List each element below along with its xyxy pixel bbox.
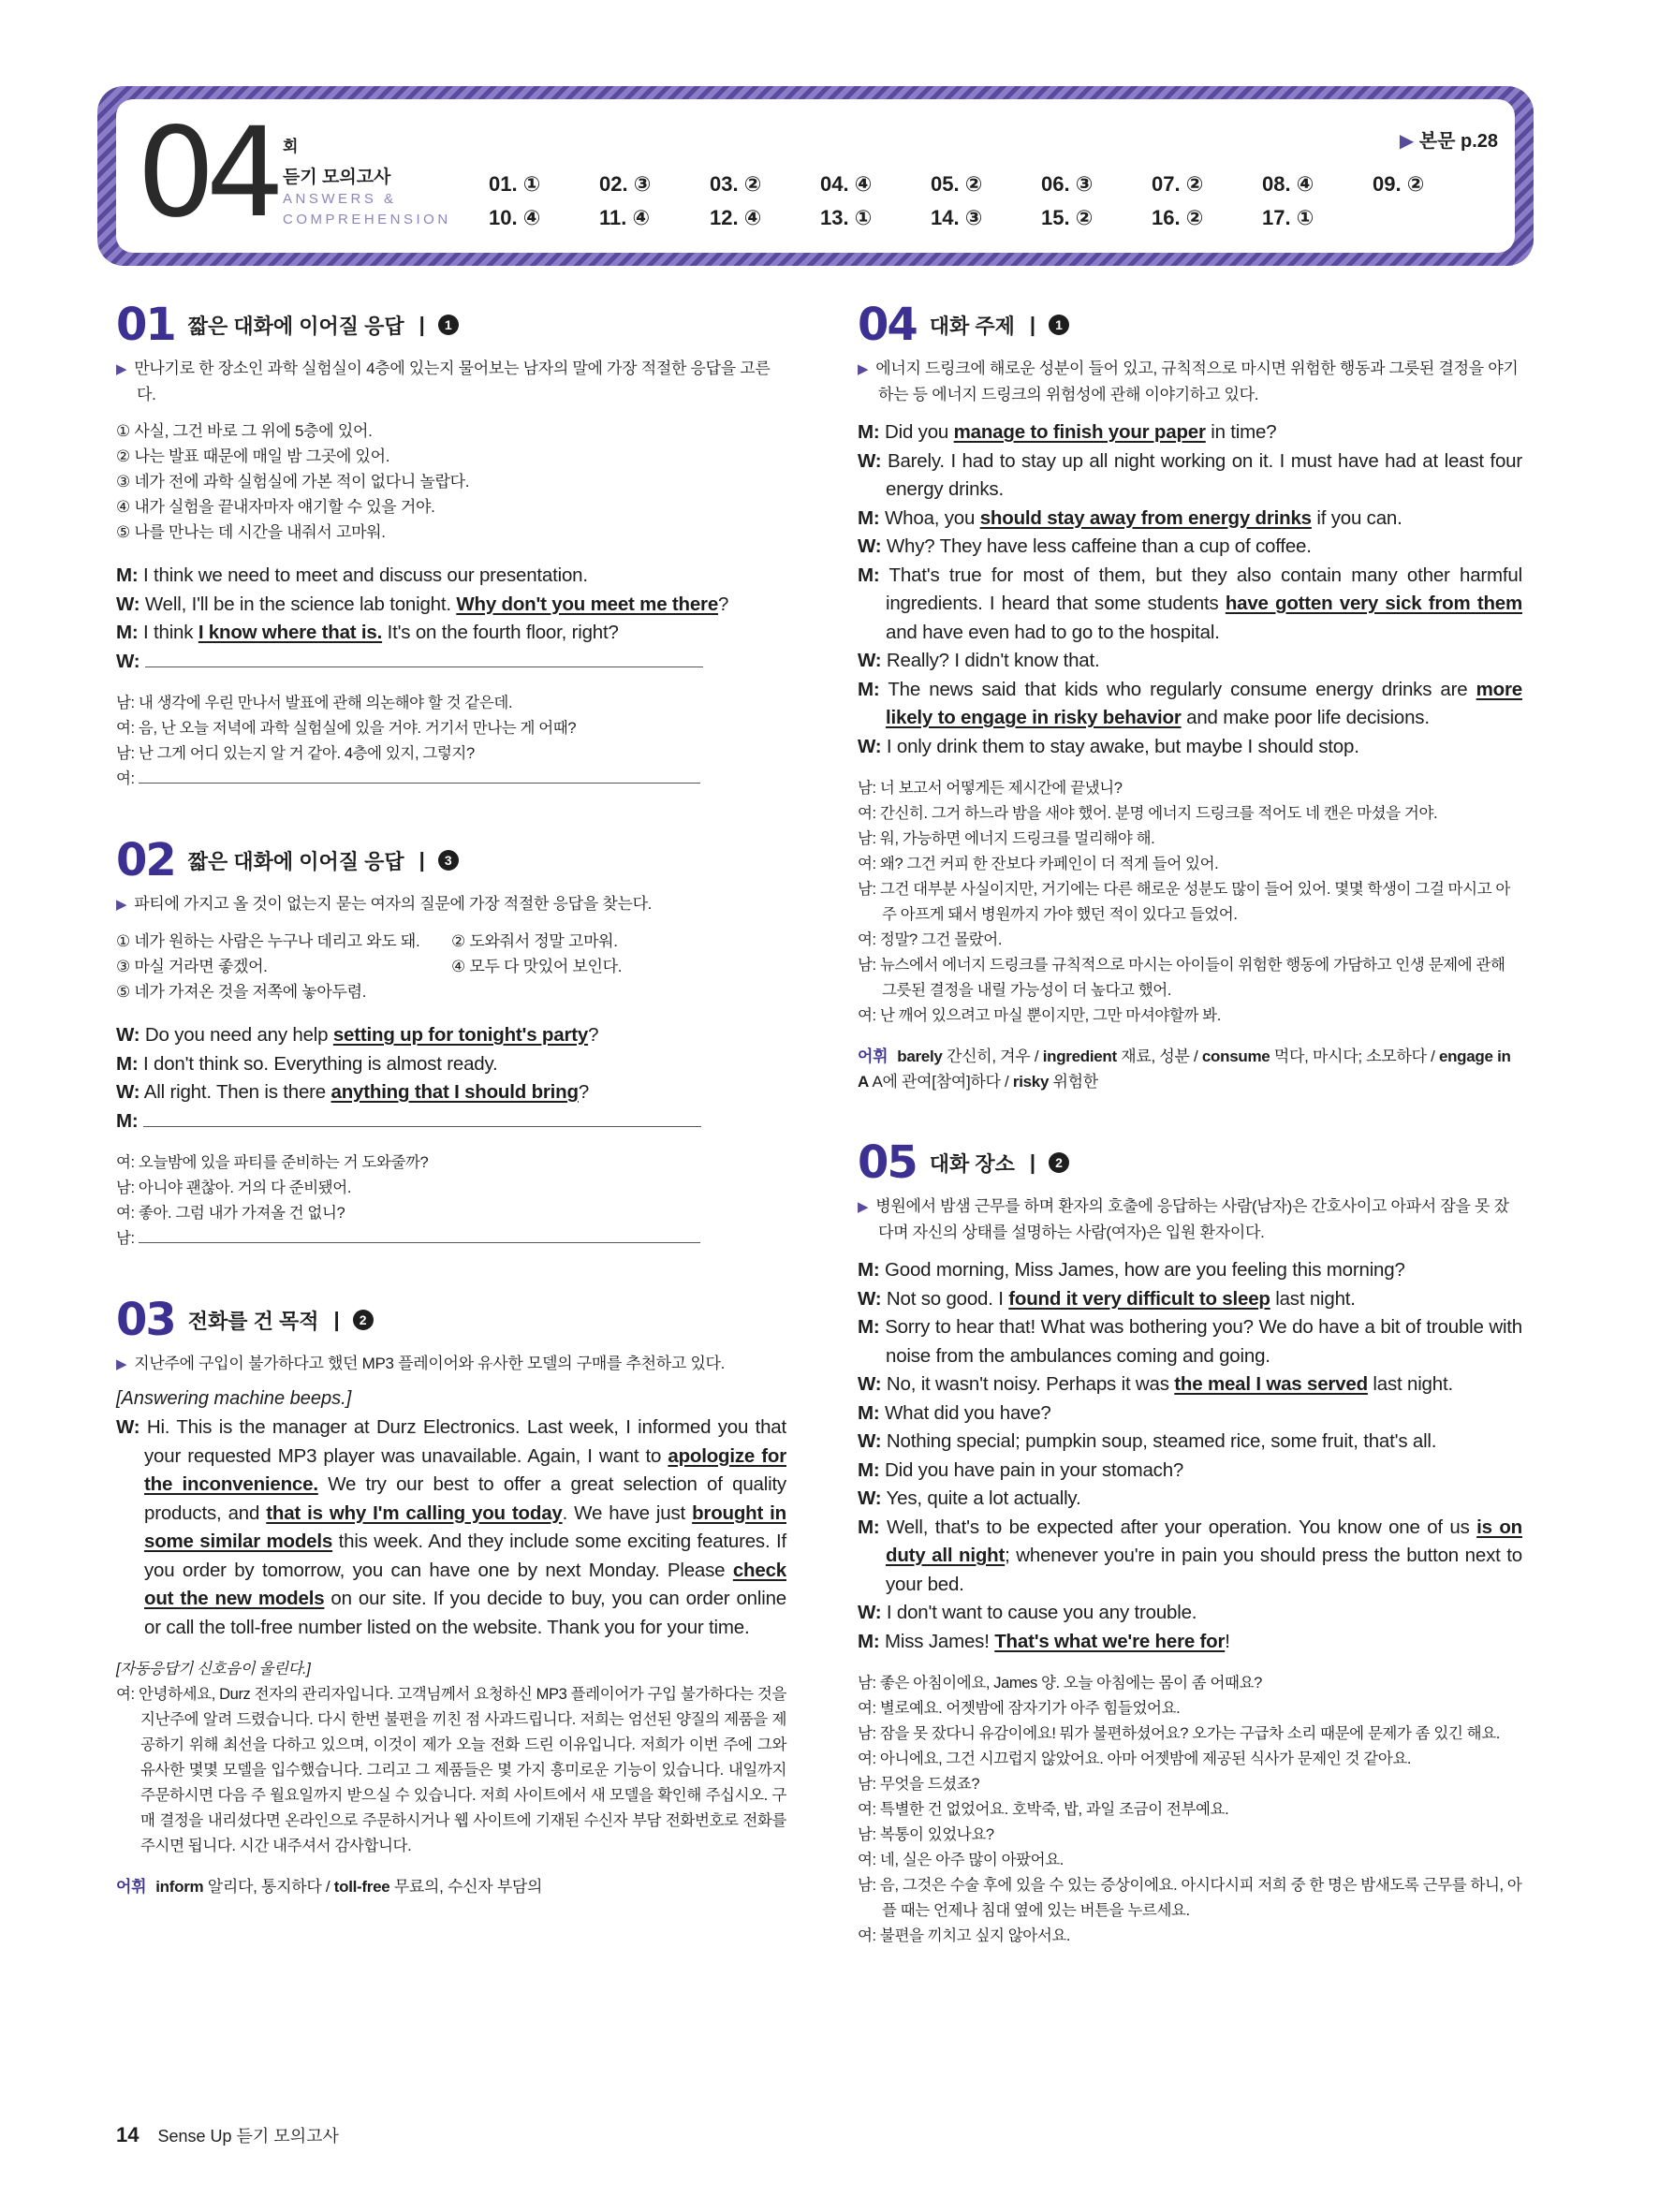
answer-13: 13. ① [820, 206, 873, 229]
dialogue-line [858, 1514, 1522, 1600]
vocab-word: ingredient [1042, 1047, 1117, 1065]
test-number-suffix: 회 [283, 138, 299, 155]
vocab-meaning: 무료의, 수신자 부담의 [389, 1878, 543, 1896]
dialogue-line [858, 676, 1522, 733]
vocab-word: toll-free [333, 1878, 390, 1896]
answer-02: 02. ③ [599, 172, 652, 196]
answer-badge: 1 [1049, 315, 1069, 335]
choice: ④ 모두 다 맛있어 보인다. [451, 958, 623, 975]
line-text: Miss James! [885, 1630, 995, 1652]
speaker: M: [116, 1109, 139, 1132]
line-text: and have even had to go to the hospital. [886, 621, 1220, 643]
translation-line: 여: 음, 난 오늘 저녁에 과학 실험실에 있을 거야. 거기서 만나는 게 어때? [116, 720, 577, 737]
line-text: Good morning, Miss James, how are you feeling this morning? [885, 1259, 1405, 1281]
key-phrase: have gotten very sick from them [1225, 593, 1522, 614]
triangle-icon: ▶ [116, 361, 127, 377]
choices [116, 418, 786, 545]
answer-badge: 3 [438, 850, 459, 871]
speaker: M: [116, 622, 139, 643]
answer-14: 14. ③ [931, 206, 983, 229]
speaker: M: [116, 1052, 139, 1075]
separator: | [418, 848, 425, 872]
separator: | [1029, 313, 1036, 336]
question-title: 짧은 대화에 이어질 응답 [187, 314, 404, 338]
line-text: Well, I'll be in the science lab tonight. [144, 593, 457, 615]
line-text: I only drink them to stay awake, but maybe I should stop. [886, 735, 1359, 757]
line-text: Did you have pain in your stomach? [885, 1458, 1184, 1481]
line-text: and make poor life decisions. [1181, 707, 1430, 728]
choice: ② 나는 발표 때문에 매일 밤 그곳에 있어. [116, 447, 390, 465]
speaker: M: [858, 1458, 880, 1481]
key-phrase: should stay away from energy drinks [979, 506, 1312, 529]
question-02 [116, 835, 786, 1252]
question-number: 02 [116, 834, 175, 886]
translation-line: 남: 잠을 못 잤다니 유감이에요! 뭐가 불편하셨어요? 오가는 구급차 소리 때문에 문제가 좀 있긴 해요. [858, 1725, 1500, 1742]
translation-line: 여: 별로예요. 어젯밤에 잠자기가 아주 힘들었어요. [858, 1700, 1181, 1717]
question-number: 03 [116, 1294, 175, 1346]
dialogue-line [116, 619, 786, 648]
summary-text: 에너지 드링크에 해로운 성분이 들어 있고, 규칙적으로 마시면 위험한 행동과 그릇된 결정을 야기하는 등 에너지 드링크의 위험성에 관해 이야기하고 있다. [875, 359, 1519, 403]
answer-07: 07. ② [1152, 172, 1204, 196]
line-text: No, it wasn't noisy. Perhaps it was [886, 1373, 1175, 1395]
dialogue-line [858, 1628, 1522, 1657]
speaker: W: [858, 1430, 882, 1452]
translation-line [116, 1226, 786, 1252]
speaker: W: [116, 1024, 140, 1046]
dialogue [116, 1021, 786, 1135]
summary-text: 파티에 가지고 올 것이 없는지 묻는 여자의 질문에 가장 적절한 응답을 찾는다. [134, 895, 653, 913]
translation-line: 남: 내 생각에 우린 만나서 발표에 관해 의논해야 할 것 같은데. [116, 695, 513, 711]
stage-direction: [Answering machine beeps.] [116, 1388, 352, 1409]
dialogue-line [116, 1414, 786, 1642]
speaker: W: [858, 1373, 882, 1395]
dialogue-line [858, 418, 1522, 447]
translation-line: 여: 좋아. 그럼 내가 가져올 건 없니? [116, 1205, 345, 1222]
answer-05: 05. ② [931, 172, 983, 196]
line-text: Well, that's to be expected after your operation. You know one of us [887, 1516, 1477, 1538]
translation-line: 여: 특별한 건 없었어요. 호박죽, 밥, 과일 조금이 전부예요. [858, 1801, 1229, 1818]
question-04 [858, 300, 1522, 1094]
dialogue-line [858, 1599, 1522, 1628]
vocab-word: barely [897, 1047, 943, 1065]
line-text: What did you have? [885, 1401, 1051, 1424]
dialogue-line [858, 1428, 1522, 1457]
answer-15: 15. ② [1041, 206, 1094, 229]
line-text: 남: [116, 1230, 135, 1247]
separator: | [333, 1308, 340, 1331]
line-text: on our site. If you decide to buy, you can order online or call the toll-free number listed on the website. Thank you for your time. [144, 1588, 786, 1638]
vocab-meaning: 위험한 [1049, 1073, 1098, 1091]
question-05 [858, 1137, 1522, 1949]
vocabulary [858, 1044, 1522, 1094]
choice-row [116, 954, 786, 979]
speaker: W: [858, 535, 882, 557]
line-text: ? [588, 1024, 599, 1046]
line-text: I think [143, 622, 198, 643]
answer-badge: 1 [438, 315, 459, 335]
answer-blank [143, 1107, 701, 1127]
translation-line: 여: 간신히. 그거 하느라 밤을 새야 했어. 분명 에너지 드링크를 적어도 네 캔은 마셨을 거야. [858, 805, 1438, 822]
dialogue-line [858, 647, 1522, 676]
key-phrase: more likely to engage in risky behavior [886, 678, 1522, 728]
page-reference [1400, 125, 1498, 153]
translation-line: 여: 불편을 끼치고 싶지 않아서요. [858, 1927, 1071, 1944]
key-phrase: check out the new models [144, 1559, 786, 1609]
speaker: W: [116, 593, 140, 615]
summary [858, 356, 1522, 407]
dialogue-line [858, 1285, 1522, 1314]
vocab-word: risky [1012, 1073, 1050, 1091]
line-text: The news said that kids who regularly consume energy drinks are [888, 678, 1476, 700]
key-phrase: apologize for the inconvenience. [144, 1444, 786, 1495]
translation-line: 남: 음, 그것은 수술 후에 있을 수 있는 증상이에요. 아시다시피 저희 중 한 명은 밤새도록 근무를 하니, 아플 때는 언제나 침대 옆에 있는 버튼을 누르세요. [858, 1877, 1522, 1919]
line-text: That's true for most of them, but they also contain many other harmful ingredients. I heard that some students [886, 564, 1522, 614]
line-text: Hi. This is the manager at Durz Electronics. Last week, I informed you that your requested MP3 player was unavailable. Again, I want to [144, 1416, 786, 1467]
vocab-word: consume [1201, 1047, 1270, 1065]
question-title: 대화 주제 [929, 314, 1015, 338]
dialogue [858, 1256, 1522, 1656]
left-column [116, 300, 786, 1942]
book-title: Sense Up 듣기 모의고사 [157, 2127, 339, 2146]
key-phrase: is on duty all night [886, 1516, 1523, 1566]
translation-line: 남: 뉴스에서 에너지 드링크를 규칙적으로 마시는 아이들이 위험한 행동에 가담하고 인생 문제에 관해 그릇된 결정을 내릴 가능성이 더 높다고 했어. [858, 957, 1505, 999]
separator: | [1029, 1150, 1036, 1174]
question-03 [116, 1295, 786, 1899]
header-banner [97, 86, 1534, 266]
dialogue-line [858, 733, 1522, 762]
vocabulary [116, 1874, 786, 1899]
key-phrase: that is why I'm calling you today [266, 1502, 563, 1524]
summary [116, 891, 786, 917]
dialogue-line [116, 1107, 786, 1136]
key-phrase: anything that I should bring [330, 1081, 579, 1103]
question-title: 전화를 건 목적 [187, 1309, 319, 1333]
test-title: 듣기 모의고사 [283, 168, 391, 187]
line-text: Do you need any help [144, 1024, 333, 1046]
translation-line: 여: 안녕하세요, Durz 전자의 관리자입니다. 고객님께서 요청하신 MP3 플레이어가 구입 불가하다는 것을 지난주에 알려 드렸습니다. 다시 한번 불편을 끼친 점 사과드립니다. 저희는 엄선된 양질의 제품을 제공하기 위해 최선을 다하고 있으며, 이것이 제가 오늘 전화 드린 이유입니다. 저희가 이번 주에 그와 유사한 몇몇 모델을 입수했습니다. 그리고 그 제품들은 몇 가지 흥미로운 기능이 있습니다. 내일까지 주문하시면 다음 주 월요일까지 받으실 수 있습니다. 저희 사이트에서 새 모델을 확인해 주십시오. 구매 결정을 내리셨다면 온라인으로 주문하시거나 웹 사이트에 기재된 수신자 부담 전화번호로 전화를 주시면 됩니다. 시간 내주셔서 감사합니다. [116, 1686, 787, 1854]
line-text: . We have just [562, 1502, 693, 1524]
translation [116, 1657, 786, 1859]
line-text: ? [578, 1081, 590, 1103]
question-number: 05 [858, 1136, 917, 1189]
line-text: Really? I didn't know that. [886, 650, 1100, 671]
translation-line: 여: 아니에요, 그건 시끄럽지 않았어요. 아마 어젯밤에 제공된 식사가 문제인 것 같아요. [858, 1751, 1412, 1767]
speaker: M: [858, 1316, 880, 1338]
question-title: 짧은 대화에 이어질 응답 [187, 849, 404, 873]
translation-line: 남: 무엇을 드셨죠? [858, 1776, 980, 1793]
choice: ② 도와줘서 정말 고마워. [451, 932, 618, 950]
test-number: 04 [137, 101, 275, 245]
translation-line: 남: 난 그게 어디 있는지 알 거 같아. 4층에 있지, 그렇지? [116, 745, 475, 762]
line-text: I don't want to cause you any trouble. [886, 1602, 1197, 1623]
key-phrase: I know where that is. [198, 622, 383, 643]
translation-line: 남: 너 보고서 어떻게든 제시간에 끝냈니? [858, 780, 1123, 797]
line-text: 여: [116, 770, 135, 787]
answer-04: 04. ④ [820, 172, 873, 196]
speaker: M: [858, 421, 880, 443]
dialogue-line [858, 1256, 1522, 1285]
question-header [116, 1295, 786, 1345]
key-phrase: That's what we're here for [994, 1630, 1226, 1652]
answer-16: 16. ② [1152, 206, 1204, 229]
answer-17: 17. ① [1262, 206, 1314, 229]
dialogue-line [858, 1457, 1522, 1486]
answer-09: 09. ② [1373, 172, 1425, 196]
choices [116, 929, 786, 1004]
translation-line: 여: 네, 실은 아주 많이 아팠어요. [858, 1852, 1064, 1868]
translation [116, 1150, 786, 1252]
choice: ③ 네가 전에 과학 실험실에 가본 적이 없다니 놀랍다. [116, 473, 470, 491]
speaker: M: [858, 1630, 880, 1652]
line-text: Why? They have less caffeine than a cup of coffee. [886, 535, 1312, 557]
line-text: Yes, quite a lot actually. [886, 1487, 1081, 1509]
dialogue-line [116, 648, 786, 677]
dialogue-line [858, 1313, 1522, 1370]
separator: | [418, 313, 425, 336]
speaker: M: [858, 1401, 880, 1424]
answer-blank [145, 648, 703, 667]
header-panel [116, 99, 1515, 253]
translation-line: 여: 오늘밤에 있을 파티를 준비하는 거 도와줄까? [116, 1154, 429, 1171]
speaker: W: [858, 735, 882, 757]
translation-line: 남: 좋은 아침이에요, James 양. 오늘 아침에는 몸이 좀 어때요? [858, 1675, 1262, 1692]
translation-line: 여: 정말? 그건 몰랐어. [858, 931, 1003, 948]
speaker: M: [858, 678, 880, 700]
vocabulary-label: 어휘 [858, 1047, 888, 1065]
choice: ③ 마실 거라면 좋겠어. [116, 958, 268, 975]
question-header [858, 1137, 1522, 1188]
line-text: Not so good. I [886, 1287, 1009, 1310]
answer-badge: 2 [353, 1310, 374, 1330]
line-text: if you can. [1311, 506, 1402, 529]
triangle-icon: ▶ [1399, 131, 1415, 152]
line-text: in time? [1205, 421, 1277, 443]
dialogue-line [858, 562, 1522, 648]
line-text: We try our best to offer a great selection of quality products, and [144, 1473, 786, 1524]
line-text: ; whenever you're in pain you should press the button next to your bed. [886, 1545, 1523, 1595]
translation [858, 1671, 1522, 1949]
line-text: All right. Then is there [143, 1081, 331, 1103]
dialogue [858, 418, 1522, 761]
line-text: Whoa, you [885, 506, 980, 529]
translation-line [116, 767, 786, 792]
right-column [858, 300, 1522, 1992]
line-text: Barely. I had to stay up all night working on it. I must have had at least four energy drinks. [886, 449, 1522, 500]
key-phrase: setting up for tonight's party [332, 1024, 589, 1046]
speaker: M: [858, 564, 880, 586]
dialogue-line [116, 1050, 786, 1079]
vocab-meaning: A에 관여[참여]하다 / [868, 1073, 1013, 1091]
page-footer [116, 2123, 339, 2147]
choice: ① 사실, 그건 바로 그 위에 5층에 있어. [116, 422, 373, 440]
speaker: W: [858, 1487, 882, 1509]
vocab-word: inform [155, 1878, 204, 1896]
answer-blank [139, 768, 700, 784]
question-number: 04 [858, 299, 917, 351]
answer-10: 10. ④ [489, 206, 541, 229]
vocab-word: engage in A [858, 1047, 1511, 1091]
monologue [116, 1414, 786, 1642]
answer-row-1 [489, 172, 1483, 197]
question-number: 01 [116, 299, 175, 351]
translation-line: 남: 복통이 있었나요? [858, 1826, 994, 1843]
speaker: W: [858, 1602, 882, 1623]
line-text: ! [1225, 1630, 1230, 1652]
translation [858, 776, 1522, 1029]
question-header [116, 835, 786, 886]
page-number: 14 [116, 2123, 140, 2146]
speaker: M: [858, 1516, 880, 1538]
dialogue-line [116, 562, 786, 591]
line-text: It's on the fourth floor, right? [382, 622, 619, 643]
line-text: last night. [1367, 1373, 1453, 1395]
translation-line: 여: 왜? 그건 커피 한 잔보다 카페인이 더 적게 들어 있어. [858, 856, 1219, 872]
choice-row [116, 929, 786, 954]
translation-line: 여: 난 깨어 있으려고 마실 뿐이지만, 그만 마셔야할까 봐. [858, 1007, 1221, 1024]
speaker: M: [116, 564, 139, 586]
summary [116, 1351, 786, 1377]
dialogue-line [858, 533, 1522, 562]
key-phrase: the meal I was served [1174, 1373, 1368, 1395]
dialogue-line [858, 505, 1522, 534]
answer-08: 08. ④ [1262, 172, 1314, 196]
speaker: M: [858, 1259, 880, 1281]
translation-line: 남: 워, 가능하면 에너지 드링크를 멀리해야 해. [858, 830, 1155, 847]
line-text: this week. And they include some exciting features. If you order by tomorrow, you can have one by next Monday. Please [144, 1531, 786, 1581]
line-text: last night. [1270, 1287, 1356, 1310]
dialogue [116, 562, 786, 676]
vocab-meaning: 재료, 성분 / [1116, 1047, 1202, 1065]
answer-row-2 [489, 206, 1373, 230]
summary-text: 만나기로 한 장소인 과학 실험실이 4층에 있는지 물어보는 남자의 말에 가장 적절한 응답을 고른다. [134, 359, 771, 403]
translation-stage-direction: [자동응답기 신호음이 울린다.] [116, 1661, 311, 1677]
summary-text: 지난주에 구입이 불가하다고 했던 MP3 플레이어와 유사한 모델의 구매를 추천하고 있다. [134, 1355, 726, 1372]
triangle-icon: ▶ [116, 1356, 127, 1372]
vocabulary-label: 어휘 [116, 1878, 147, 1896]
answer-badge: 2 [1049, 1152, 1069, 1173]
triangle-icon: ▶ [116, 897, 127, 913]
speaker: W: [116, 650, 140, 672]
key-phrase: manage to finish your paper [953, 421, 1206, 443]
vocab-meaning: 먹다, 마시다; 소모하다 / [1270, 1047, 1439, 1065]
question-header [116, 300, 786, 350]
answer-01: 01. ① [489, 172, 541, 196]
translation [116, 691, 786, 792]
speaker: W: [858, 1287, 882, 1310]
line-text: Nothing special; pumpkin soup, steamed rice, some fruit, that's all. [886, 1430, 1437, 1452]
line-text: Sorry to hear that! What was bothering you? We do have a bit of trouble with noise from the ambulances coming and going. [885, 1316, 1523, 1367]
question-header [858, 300, 1522, 350]
dialogue-line [116, 1021, 786, 1050]
triangle-icon: ▶ [858, 361, 869, 377]
page-reference-text: 본문 p.28 [1418, 131, 1498, 152]
summary [858, 1194, 1522, 1245]
choice: ⑤ 네가 가져온 것을 저쪽에 놓아두렴. [116, 983, 367, 1001]
answer-12: 12. ④ [710, 206, 762, 229]
key-phrase: brought in some similar models [144, 1502, 786, 1552]
speaker: W: [858, 650, 882, 671]
vocab-meaning: 간신히, 겨우 / [942, 1047, 1043, 1065]
dialogue-line [858, 447, 1522, 505]
key-phrase: Why don't you meet me there [456, 593, 719, 615]
question-01 [116, 300, 786, 792]
line-text: Did you [885, 421, 954, 443]
summary-text: 병원에서 밤샘 근무를 하며 환자의 호출에 응답하는 사람(남자)은 간호사이고 아파서 잠을 못 잤다며 자신의 상태를 설명하는 사람(여자)은 입원 환자이다. [875, 1197, 1509, 1241]
vocab-meaning: 알리다, 통지하다 / [203, 1878, 334, 1896]
answer-blank [139, 1227, 700, 1243]
translation-line: 남: 그건 대부분 사실이지만, 거기에는 다른 해로운 성분도 많이 들어 있어. 몇몇 학생이 그걸 마시고 아주 아프게 돼서 병원까지 가야 했던 적이 있다고 들었어. [858, 881, 1510, 923]
line-text: I think we need to meet and discuss our presentation. [143, 564, 588, 586]
comprehension-label: COMPREHENSION [283, 212, 451, 227]
triangle-icon: ▶ [858, 1199, 869, 1215]
speaker: W: [116, 1081, 140, 1103]
choice: ④ 내가 실험을 끝내자마자 얘기할 수 있을 거야. [116, 498, 435, 516]
dialogue-line: W: Well, I'll be in the science lab tonight. Why don't you meet me there? [116, 593, 729, 615]
summary [116, 356, 786, 407]
answers-label: ANSWERS & [283, 191, 397, 207]
dialogue-line [858, 1399, 1522, 1428]
line-text: I don't think so. Everything is almost ready. [143, 1052, 498, 1075]
translation-line: 남: 아니야 괜찮아. 거의 다 준비됐어. [116, 1179, 352, 1196]
dialogue-line [858, 1485, 1522, 1514]
dialogue-line [858, 1370, 1522, 1399]
speaker: M: [858, 506, 880, 529]
answer-11: 11. ④ [599, 206, 651, 229]
dialogue-line [116, 1078, 786, 1107]
question-title: 대화 장소 [929, 1151, 1015, 1176]
choice: ⑤ 나를 만나는 데 시간을 내줘서 고마워. [116, 523, 386, 541]
speaker: W: [858, 449, 882, 472]
speaker: W: [116, 1416, 140, 1438]
key-phrase: found it very difficult to sleep [1008, 1287, 1270, 1310]
answer-06: 06. ③ [1041, 172, 1094, 196]
choice: ① 네가 원하는 사람은 누구나 데리고 와도 돼. [116, 932, 420, 950]
answer-03: 03. ② [710, 172, 762, 196]
